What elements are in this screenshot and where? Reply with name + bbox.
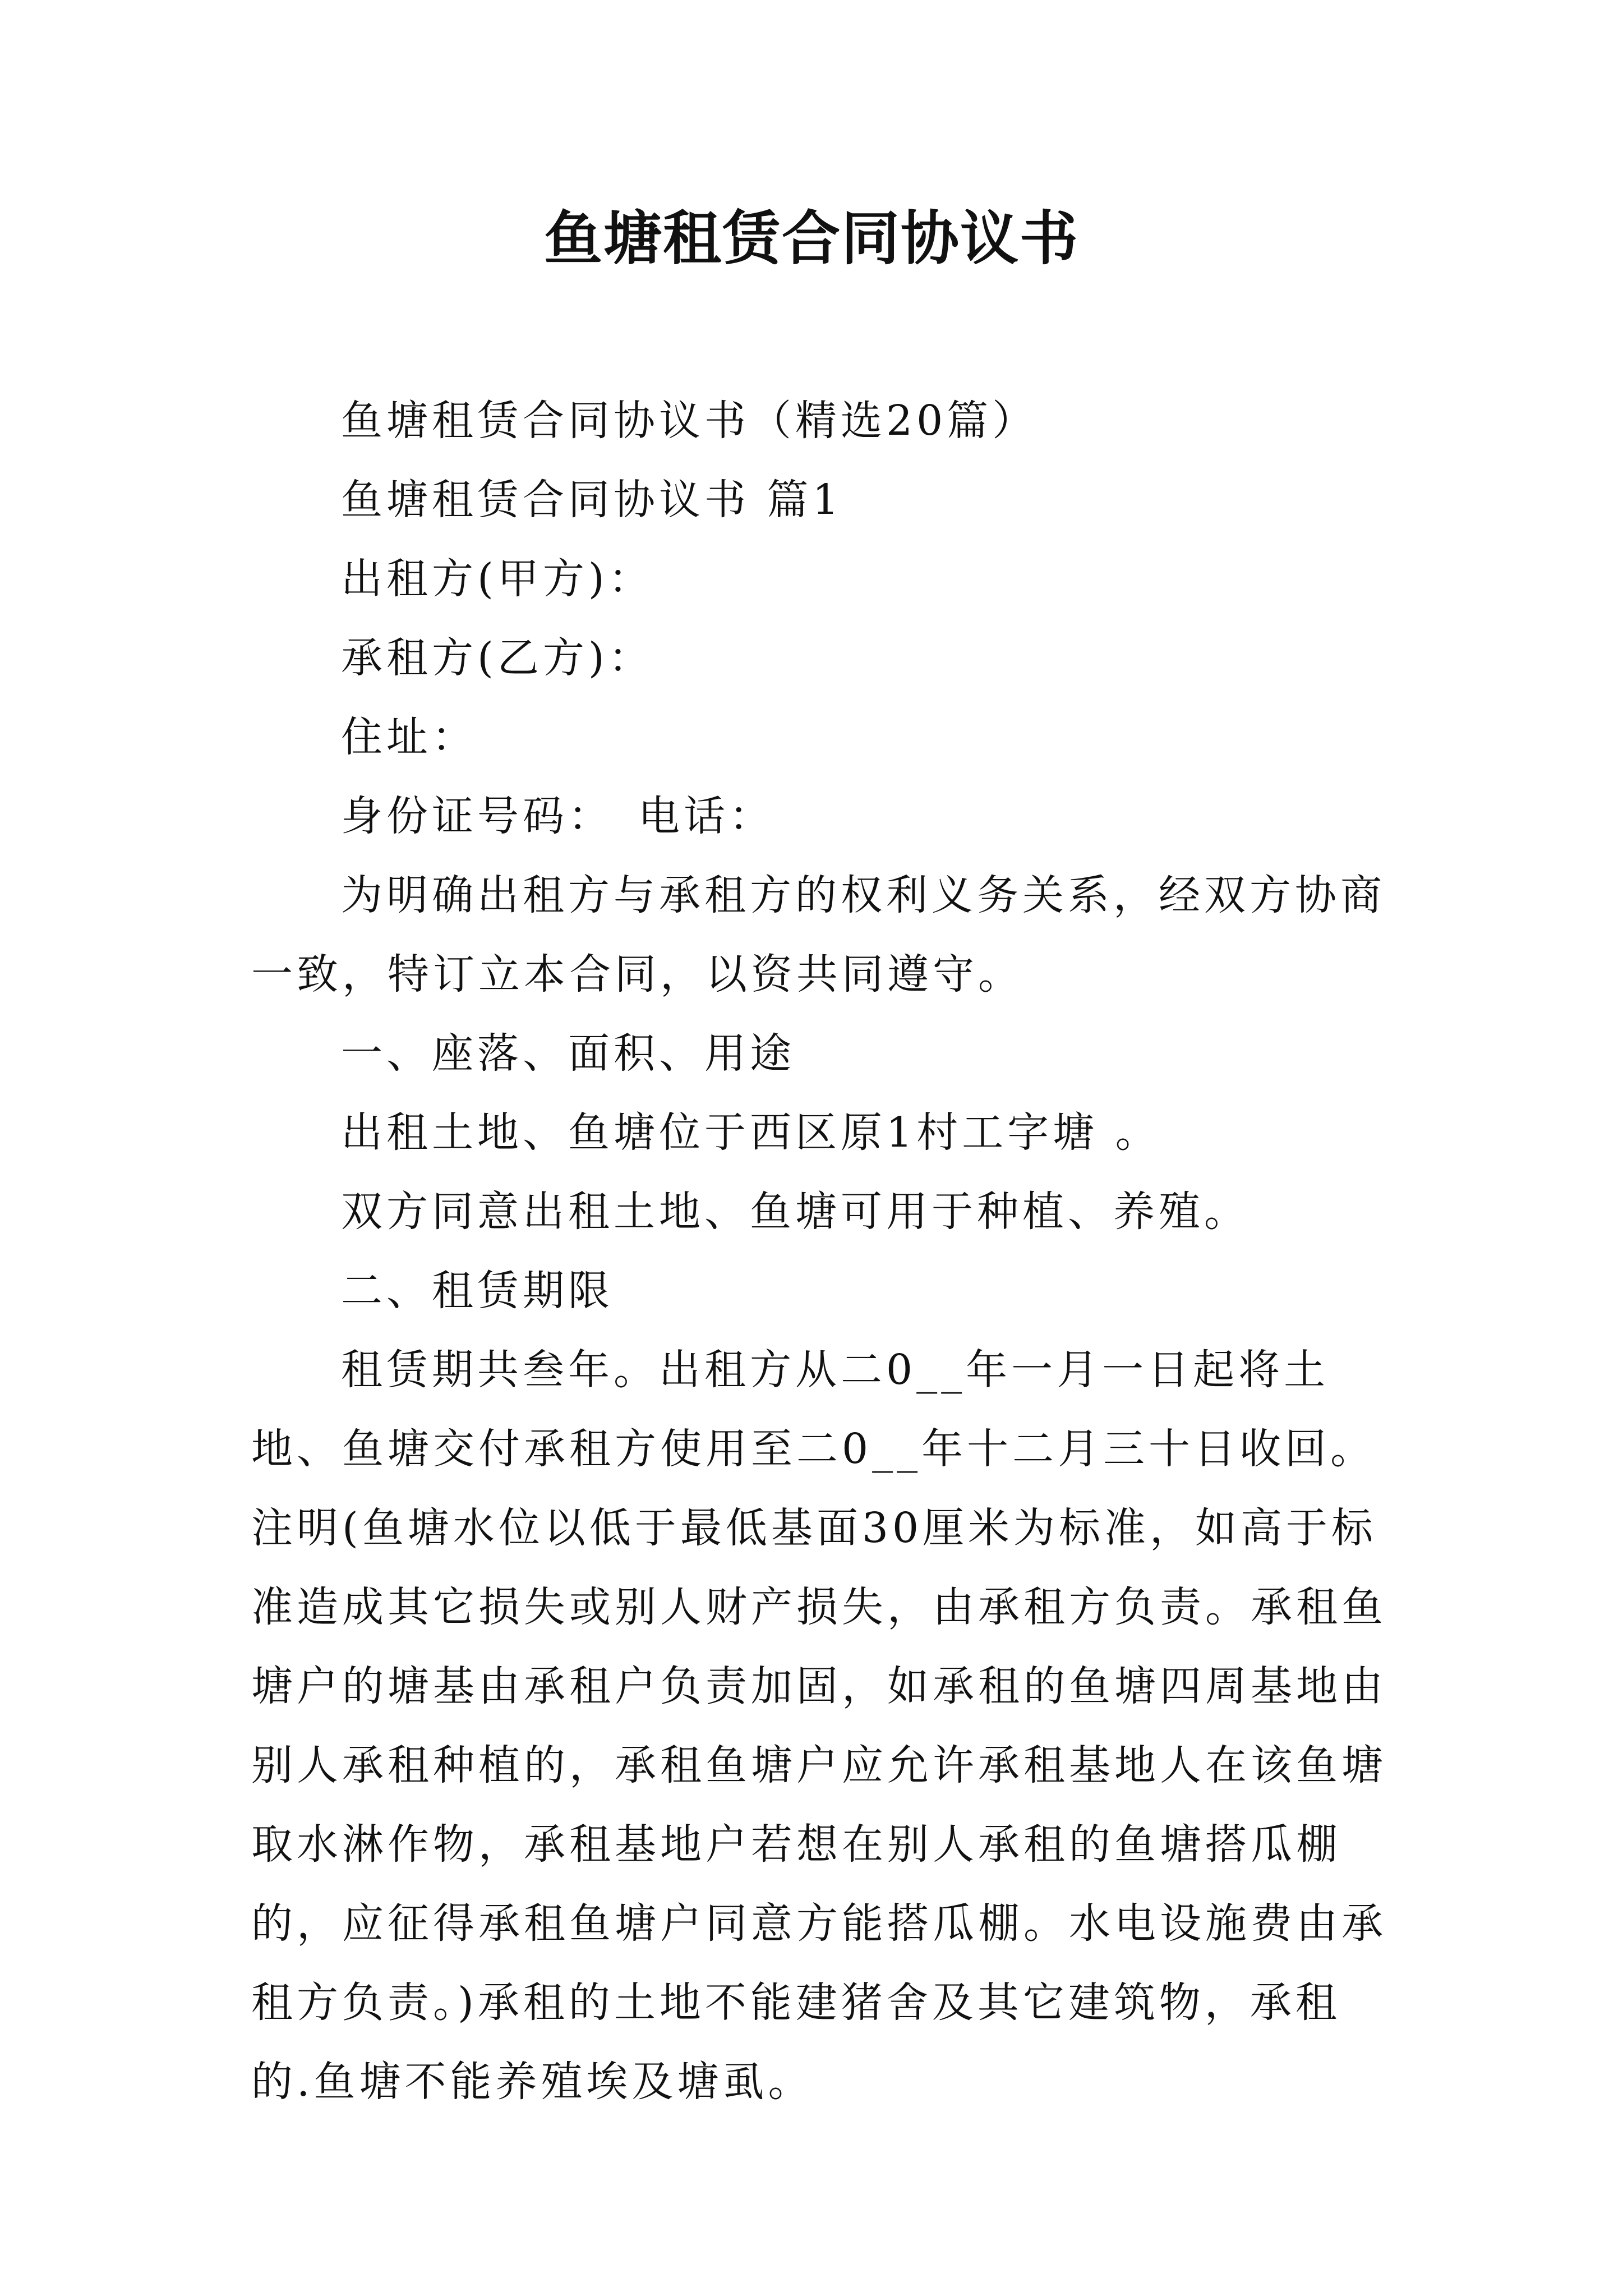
document-title: 鱼塘租赁合同协议书 [543,204,1079,273]
paragraph-lessor: 出租方(甲方)： [341,555,654,603]
paragraph-address: 住址： [341,713,477,761]
document-body [251,381,1390,2122]
paragraph-purpose: 为明确出租方与承租方的权利义务关系，经双方协商一致，特订立本合同，以资共同遵守。 [251,871,1386,999]
section-heading-location: 一、座落、面积、用途 [341,1029,795,1078]
paragraph-location: 出租土地、鱼塘位于西区原1村工字塘 。 [341,1108,1161,1157]
paragraph-subtitle: 鱼塘租赁合同协议书（精选20篇） [341,397,1038,445]
paragraph-lessee: 承租方(乙方)： [341,634,654,682]
paragraph-term: 租赁期共叁年。出租方从二0__年一月一日起将土地、鱼塘交付承租方使用至二0__年十二月三十日收回。注明(鱼塘水位以低于最低基面30厘米为标准，如高于标准造成其它损失或别人财产损失，由承租方负责。承租鱼塘户的塘基由承租户负责加固，如承租的鱼塘四周基地由别人承租种植的，承租鱼塘户应允许承租基地人在该鱼塘取水淋作物，承租基地户若想在别人承租的鱼塘搭瓜棚的，应征得承租鱼塘户同意方能搭瓜棚。水电设施费由承租方负责。)承租的土地不能建猪舍及其它建筑物，承租的.鱼塘不能养殖埃及塘虱。 [251,1346,1387,2106]
paragraph-usage: 双方同意出租土地、鱼塘可用于种植、养殖。 [341,1188,1249,1236]
paragraph-id-phone: 身份证号码： 电话： [341,792,774,840]
section-heading-term: 二、租赁期限 [341,1267,614,1315]
paragraph-chapter-heading: 鱼塘租赁合同协议书 篇1 [341,476,843,524]
